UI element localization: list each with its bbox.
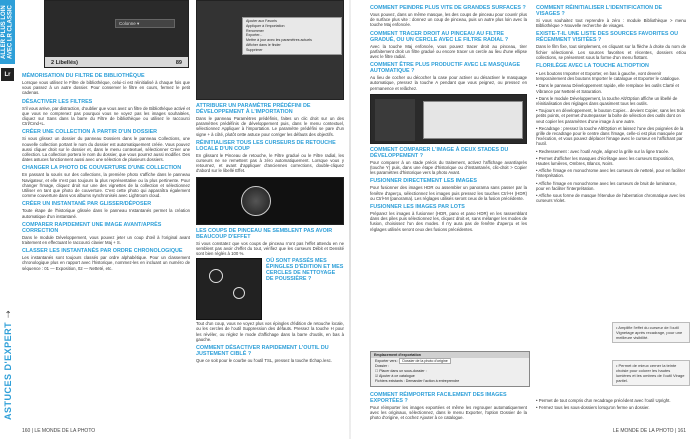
sidebar xyxy=(0,0,15,439)
tip-heading: COMMENT DÉSACTIVER RAPIDEMENT L'OUTIL DU JUSTEMENT CIBLÉ ? xyxy=(196,345,329,358)
tip xyxy=(22,99,190,127)
list-item-text: Affiche l'image en monochrome avec les curseurs de netteté, pour en faciliter l'interprétation. xyxy=(536,168,686,179)
list-item-text: Toujours en développement, le bouton Copier... devient Copier, sans les trois petits points, et permet d'outrepasser la boîte de sélection des outils dont on veut copier les paramètres d'une image à une autre. xyxy=(536,108,685,124)
column-4 xyxy=(536,2,686,203)
tip-heading: CRÉER UN INSTANTANÉ PAR GLISSER/DÉPOSER xyxy=(22,201,152,208)
spot-circle xyxy=(233,287,245,299)
column-1 xyxy=(22,70,190,271)
export-to-select[interactable]: Dossier de la photo d'origine xyxy=(399,358,450,364)
list-item: • Affiche sous forme de masque l'étendue de l'aberration chromatique avec les curseurs Violet. xyxy=(536,193,686,204)
tip-heading: COMMENT ÊTRE PLUS PRODUCTIF AVEC LE MASQUAGE AUTOMATIQUE ? xyxy=(370,62,521,75)
stat-left: 2 Libellés) xyxy=(51,59,78,66)
tip xyxy=(22,73,190,96)
screenshot-presets xyxy=(196,0,344,100)
tip xyxy=(370,204,527,232)
tip xyxy=(370,62,527,91)
column-3-bottom xyxy=(370,389,527,421)
alt-tips-list xyxy=(536,71,686,203)
tip-heading: COMMENT RÉIMPORTER FACILEMENT DES IMAGES EXPORTÉES ? xyxy=(370,392,507,404)
tip-body: Préparez les images à fusionner (HDR, pano et pano HDR) en les rassemblant dans des piles puis sélectionnez les, cliquez droit et, sans mélanger les modes de fusion, choisissez l'un des modes. Il n'y aura pas de fenêtre d'aperçu et les réglages utilisés seront ceux des fusions précédentes. xyxy=(370,211,527,232)
dialog-label: Fichiers existants : xyxy=(375,379,405,383)
list-item-text: Affiche l'image en monochrome avec les curseurs de bruit de luminance, pour en faciliter l'interprétation. xyxy=(536,180,677,191)
list-item-text: Fermez tous les sous-dossiers lorsqu'on ferme un dossier. xyxy=(538,405,650,411)
tip-body: Les instantanés sont toujours classés par ordre alphabétique. Pour un classement chronologique plus en rapport avec l'historique, nommez-les en incluant un numéro de séquence : 01 — Exposition, 02 — Netteté, etc. xyxy=(22,255,190,271)
tip-body: Pour comparer à un stade précis du traitement, activez l'affichage avant/après (touche Y) puis, dans une étape d'historique ou d'instantanés, clic-droit > Copier les paramètres d'historique vers la photo Avant. xyxy=(370,159,527,176)
callout-split-toning: • Permet de mieux cerner la teinte choisie pour colorer les hautes lumières et les ombres de l'outil Virage partiel. xyxy=(612,360,690,386)
stat-row xyxy=(45,57,188,68)
tip-heading: COMMENT RÉINITIALISER L'IDENTIFICATION DE VISAGES ? xyxy=(536,5,663,17)
section-title xyxy=(1,250,15,420)
tip xyxy=(370,178,527,201)
menu-item: Afficher dans le finder xyxy=(246,42,281,47)
tip-heading: RÉINITIALISER TOUS LES CURSEURS DE RETOUCHE LOCALE D'UN COUP xyxy=(196,139,336,152)
tip xyxy=(196,345,344,363)
tip xyxy=(266,258,344,320)
menu-item: Ajouter aux Favoris xyxy=(246,19,277,23)
tip xyxy=(536,5,686,28)
tip xyxy=(196,103,344,137)
arrow-icon: ⇢ xyxy=(3,309,13,318)
page-gutter xyxy=(349,0,351,439)
list-item: • Affiche l'image en monochrome avec les curseurs de netteté, pour en faciliter l'interprétation. xyxy=(536,168,686,179)
tip xyxy=(536,31,686,60)
tip-heading: CLASSER LES INSTANTANÉS PAR ORDRE CHRONOLOGIQUE xyxy=(22,248,183,255)
callout-text: Amplifie l'effet du curseur de l'outil Vignetage après recadrage, pour une meilleure visibilité. xyxy=(616,325,683,340)
menu-item: Exporter... xyxy=(246,33,263,38)
dropdown-label: Colonne xyxy=(119,21,136,26)
tip-heading: DÉSACTIVER LES FILTRES xyxy=(22,98,93,105)
tip xyxy=(22,201,190,218)
section-tab: ALLER PLUS LOIN AVEC LR CLASSIC xyxy=(0,0,15,64)
menu-item: Supprimer xyxy=(246,47,263,52)
tip-body: Dans le film fixe, tout simplement, en cliquant sur la flèche à droite du nom de fichier sélectionné. Les sources favorites et récentes, dossiers et/ou collections, se présentent sous la forme d'un menu flottant. xyxy=(536,44,686,60)
tip-body: Pour réimporter les images exportées et même les regrouper automatiquement avec les originaux, sélectionnez, dans le menu Exporter, l'option Dossier de la photo d'origine, et cochez Ajouter à ce catalogue. xyxy=(370,405,527,421)
tip-body: Tout d'un coup, vous ne voyez plus vos épingles d'édition de retouche locale, ou les cercles de l'outil Suppression des défauts. Pressez la touche H pour les révéler, ou réglez le mode d'affichage dans la barre d'outils, en bas à gauche. xyxy=(196,321,344,342)
add-to-catalog-checkbox-label[interactable]: Ajouter à ce catalogue xyxy=(379,374,415,378)
tip-heading: FUSIONNER DIRECTEMENT LES IMAGES xyxy=(370,178,477,185)
list-item-text: Permet de tout compris d'un recadrage précédent avec l'outil Upright. xyxy=(538,398,671,403)
tip-heading: CRÉER UNE COLLECTION À PARTIR D'UN DOSSIER xyxy=(22,129,158,136)
tip-heading: CHANGER LA PHOTO DE COUVERTURE D'UNE COLLECTION xyxy=(22,165,182,172)
tip xyxy=(370,31,527,60)
tip-heading: FLORILÈGE AVEC LA TOUCHE ALT/OPTION xyxy=(536,63,649,70)
screenshot-masks xyxy=(196,177,344,225)
dialog-label: Dossier : xyxy=(375,364,390,368)
list-item-text: Recadrage : pressez la touche Alt/Option et laissez l'une des poignées de la grille de recadrage pour le centre dans l'image, celle-ci est plus masquée par l'exécution, et vous pouvez déplacer l'image avec le curseur en l'affichant par l'outil. xyxy=(536,125,684,147)
tip-heading: FUSIONNER LES IMAGES PAR LOTS xyxy=(370,204,465,211)
tip xyxy=(22,165,190,198)
list-item: • Toujours en développement, le bouton Copier... devient Copier, sans les trois petits points, et permet d'outrepasser la boîte de sélection des outils dont on veut copier les paramètres d'une image à une autre. xyxy=(536,108,685,124)
tip-heading: EXISTE-T-IL UNE LISTE DES SOURCES FAVORITES OU RÉCEMMENT VISITÉES ? xyxy=(536,31,679,44)
section-title-text: ASTUCES D'EXPERT xyxy=(3,321,13,420)
tip-body: Si vous constatez que vos coups de pinceau n'ont pas l'effet attendu en ne semblent pas avoir d'effet du tout, vérifiez que les curseurs Débit et Densité sont bien réglés à 100 %. xyxy=(196,240,344,257)
list-item: • Affiche l'image en monochrome avec les curseurs de bruit de luminance, pour en faciliter l'interprétation. xyxy=(536,180,677,191)
list-item: • Recadrage : pressez la touche Alt/Option et laissez l'une des poignées de la grille de recadrage pour le centre dans l'image, celle-ci est plus masquée par l'exécution, et vous pouvez déplacer l'image avec le curseur en l'affichant par l'outil. xyxy=(536,125,684,147)
lightroom-badge-icon: Lr xyxy=(1,68,14,81)
tip xyxy=(196,228,344,257)
tip-body: Pour fusionner des images HDR ou assembler un panorama sans passer par la fenêtre d'aperçu, sélectionnez les images puis pressez les touches Ctrl+H (HDR) ou Ctrl+M (panorama). Les réglages utilisés seront ceux de la fusion précédente. xyxy=(370,185,527,201)
footer-left: 160 | LE MONDE DE LA PHOTO xyxy=(22,428,96,434)
tip-body: Dans le module Développement, vous pouvez jeter un coup d'œil à l'original avant traitement en effectuant le raccourci clavier Maj + S. xyxy=(22,234,190,246)
context-menu-history xyxy=(423,101,523,139)
radial-filter-circle xyxy=(241,186,271,216)
tip-body: Avec la touche Maj enfoncée, vous pouvez tracer droit au pinceau, tirer parfaitement droit un filtre gradué ou encore tracer un cercle au lieu d'une ellipse avec le filtre radial. xyxy=(370,43,527,60)
tip-body: Si vous glissez un dossier du panneau Dossiers dans le panneau Collections, une nouvelle collection portant le nom du dossier est automatiquement créée. Vous pouvez aussi cliquer droit sur le dossier et, dans le menu contextuel, sélectionner Créer une collection. La collection portera le nom du dossier, que vous pourrez aussi modifier. Des dates astuces fonctionnent aussi avec une sélection de plusieurs dossiers. xyxy=(22,136,190,163)
screenshot-dust-spots xyxy=(196,258,262,320)
tip xyxy=(536,63,686,69)
existing-files-select[interactable]: Demander l'action à entreprendre xyxy=(405,379,460,383)
callout-text: Permet de mieux cerner la teinte choisie pour colorer les hautes lumières et les ombres de l'outil Virage partiel. xyxy=(616,363,685,383)
tip-body: Au lieu de cocher ou décocher la case pour activer ou désactiver le masquage automatique, pressez la touche A pendant que vous peignez, ou pressez en permanence et relâchez. xyxy=(370,75,527,91)
stat-right: 89 xyxy=(175,59,182,66)
tip-heading: OÙ SONT PASSÉS MES ÉPINGLES D'ÉDITION ET MES CERCLES DE NETTOYAGE DE POUSSIÈRE ? xyxy=(266,258,344,283)
list-item-text: Affiche sous forme de masque l'étendue de l'aberration chromatique avec les curseurs Violet. xyxy=(536,193,686,204)
tip-heading: MÉMORISATION DU FILTRE DE BIBLIOTHÈQUE xyxy=(22,73,145,79)
column-dropdown: Colonne ▾ xyxy=(115,19,175,28)
tip-body: En passant la souris sur des collections, la première photo s'affiche dans le panneau Navigateur, et elle n'est pas toujours la plus représentative ou la plus pertinente. Pour changer l'image, cliquez droit sur une des vignettes de la collection et sélectionnez Utiliser en tant que photo de couverture. C'est cette photo qui apparaîtra également comme couverture dans vos albums synchronisés avec Lightroom cloud. xyxy=(22,172,190,199)
list-item-text: Dans le panneau Développement rapide, elle remplace les outils Clarté et Vibrance par Netteté et Saturation. xyxy=(536,83,679,94)
list-item: • Fermez tous les sous-dossiers lorsqu'on ferme un dossier. xyxy=(536,405,650,411)
column-2 xyxy=(196,100,344,363)
list-item-text: Les boutons Importer et Exporter, en bas à gauche, vont devenir temporairement des boutons Importer le catalogue et Exporter le catalogue. xyxy=(536,71,681,82)
export-location-dialog xyxy=(370,351,530,387)
menu-item: Appliquer à l'importation xyxy=(246,23,285,28)
tip-heading: COMPARER RAPIDEMENT UNE IMAGE AVANT/APRÈS CORRECTION xyxy=(22,221,162,234)
menu-item: Mettre à jour avec les paramètres actuels xyxy=(246,38,312,43)
tip-heading: ATTRIBUER UN PARAMÈTRE PRÉDÉFINI DE DÉVELOPPEMENT À L'IMPORTATION xyxy=(196,103,311,115)
screenshot-library-filter xyxy=(44,0,189,68)
tip xyxy=(370,147,527,176)
tip-body: Toute étape de l'historique glissée dans le panneau Instantanés permet la création automatique d'un instantané. xyxy=(22,208,190,219)
dialog-label: Exporter vers : xyxy=(375,359,399,363)
tip-body: Que ce soit pour le courbe ou l'outil TSL, pressez la touche Échap./esc. xyxy=(196,358,332,364)
footer-right: LE MONDE DE LA PHOTO | 161 xyxy=(612,428,686,434)
tip xyxy=(370,5,527,28)
menu-item: Renommer xyxy=(246,28,264,33)
tip-body: Vous pouvez, dans un même masque, les des coups de pinceau pour couvrir plus de surface plus vite : donnez un coup de pinceau, puis un autre plus loin avec la touche Maj enfoncée. xyxy=(370,12,527,28)
list-item: • Permet de tout compris d'un recadrage précédent avec l'outil Upright. xyxy=(536,398,671,403)
dialog-title: Emplacement d'exportation xyxy=(371,352,529,358)
tip-heading: LES COUPS DE PINCEAU NE SEMBLENT PAS AVOIR BEAUCOUP D'EFFET xyxy=(196,227,333,240)
context-menu xyxy=(242,17,342,55)
list-item-text: Dans le module Développement, la touche Alt/Option affiche un libellé de réinitialisation des réglages dans quasiment tous les outils. xyxy=(536,95,678,107)
column-4-bottom xyxy=(536,398,686,410)
list-item-text: Redressement : avec l'outil Angle, alignez la grille sur la ligne tracée. xyxy=(538,148,670,154)
history-panel xyxy=(375,99,415,141)
list-item-text: Permet d'afficher les masques d'écrêtage avec les curseurs Exposition, Hautes lumières, Ombres, Blancs, Noirs. xyxy=(536,155,675,167)
list-item: • Redressement : avec l'outil Angle, alignez la grille sur la ligne tracée. xyxy=(536,148,670,154)
screenshot-history xyxy=(370,94,527,144)
subfolder-checkbox-label[interactable]: Placer dans un sous-dossier : xyxy=(379,369,427,373)
tip xyxy=(196,140,344,174)
tip-heading: COMMENT COMPARER L'IMAGE À DEUX STADES DU DÉVELOPPEMENT ? xyxy=(370,146,509,159)
tip xyxy=(22,129,190,162)
dialog-body: Exporter vers : Dossier de la photo d'origine Dossier : ☐ Placer dans un sous-dossier : ☑ Ajouter à ce catalogue Fichiers existants : Demander l'action à entreprendre xyxy=(375,359,460,383)
tip-heading: COMMENT TRACER DROIT AU PINCEAU AU FILTRE GRADUÉ, OU UN CERCLE AVEC LE FILTRE RADIAL ? xyxy=(370,30,509,43)
tip-body: Si vous souhaitez tout reprendre à zéro : module Bibliothèque > menu Bibliothèque > Nouvelle recherche de visages. xyxy=(536,18,686,29)
tip-body: Lorsque vous utilisez le Filtre de bibliothèque, celui-ci est réinitialisé à chaque fois que vous passez à un autre dossier. Pour conserver le filtre en cours, fermez le petit cadenas. xyxy=(22,80,190,96)
list-item: • Dans le panneau Développement rapide, elle remplace les outils Clarté et Vibrance par Netteté et Saturation. xyxy=(536,83,679,94)
list-item: • Dans le module Développement, la touche Alt/Option affiche un libellé de réinitialisation des réglages dans quasiment tous les outils. xyxy=(536,95,678,107)
tip-body: En glissant le Pinceau de retouche, le Filtre gradué ou le Filtre radial, les curseurs ne se remettent pas à zéro automatiquement. Lorsque vous y retournez, et avant d'appliquer d'anciennes corrections, double-cliquez d'abord sur le libellé Effet. xyxy=(196,152,344,174)
list-item: • Permet d'afficher les masques d'écrêtage avec les curseurs Exposition, Hautes lumières, Ombres, Blancs, Noirs. xyxy=(536,155,675,167)
list-item: • Les boutons Importer et Exporter, en bas à gauche, vont devenir temporairement des boutons Importer le catalogue et Exporter le catalogue. xyxy=(536,71,681,82)
tip-body: Dans le panneau Paramètres prédéfinis, faites un clic droit sur un des paramètres prédéfinis de développement puis, dans le menu contextuel, sélectionnez Appliquer à l'importation. Le paramètre prédéfini se pare d'un signe + à côté, plutôt cette astuce pour corriger les défauts des objectifs. xyxy=(196,116,344,137)
tip-heading: COMMENT PEINDRE PLUS VITE DE GRANDES SURFACES ? xyxy=(370,5,526,11)
tip xyxy=(22,222,190,245)
column-3 xyxy=(370,2,527,232)
tip-with-image xyxy=(196,258,344,320)
spot-circle xyxy=(209,269,223,283)
tip-body: S'il vous arrive, par distraction, d'oublier que vous avez un filtre de Bibliothèque activé et que vous ne comprenez pas pourquoi vous ne voyez pas les images souhaitées, cliquez sur Sans dans la barre du Filtre de bibliothèque ou utilisez le raccourci Ctrl/Cmd+L. xyxy=(22,105,190,127)
tip xyxy=(22,248,190,271)
callout-vignette: • Amplifie l'effet du curseur de l'outil Vignetage après recadrage, pour une meilleure visibilité. xyxy=(612,322,690,343)
